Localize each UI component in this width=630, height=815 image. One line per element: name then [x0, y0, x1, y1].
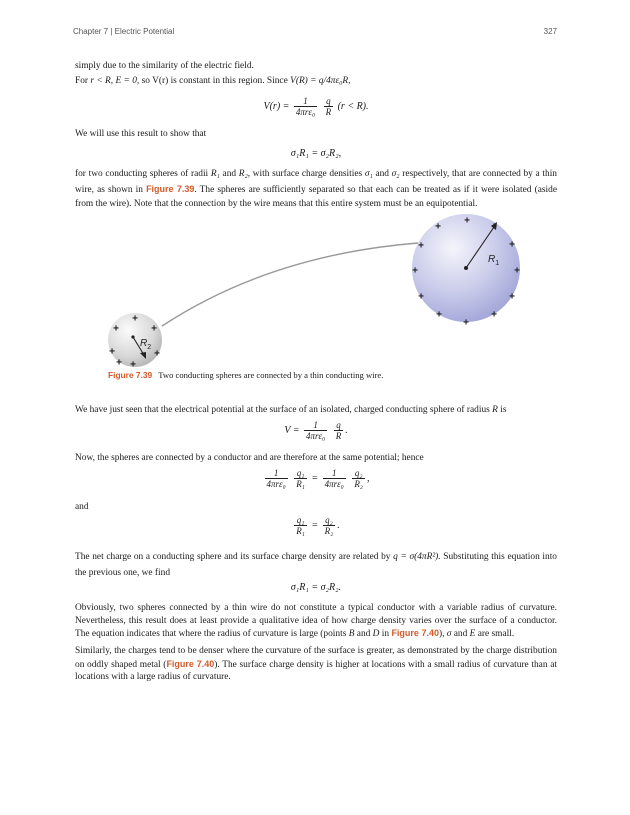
figure-caption: Figure 7.39 Two conducting spheres are connected by a thin conducting wire.	[108, 370, 384, 380]
plus-charge-sign: +	[412, 265, 418, 277]
plus-charge-sign: +	[509, 291, 515, 303]
equation-equal-potential: $\frac{1}{\text{4πrε₀}}$ $\frac{\text{q₁}}{\text{R₁}}$ = $\frac{1}{\text{4πrε₀}}$ $\frac{\text{q₂}}{\text{R₂}}$ ,	[266, 468, 370, 489]
plus-charge-sign: +	[109, 346, 115, 358]
plus-charge-sign: +	[130, 359, 136, 371]
plus-charge-sign: +	[435, 221, 441, 233]
plus-charge-sign: +	[491, 221, 497, 233]
paragraph-7: and	[75, 502, 89, 512]
figure-7-39-link[interactable]: Figure 7.39	[146, 183, 195, 194]
center-dot-small	[131, 335, 134, 338]
paragraph-10: Similarly, the charges tend to be denser where the curvature of the surface is greater, as demonstrated by the charge distribution on oddly shaped metal (Figure 7.40). The surface charge density is higher at locations with a small radius of curvature than at locations with a large radius of curvature.	[75, 646, 557, 682]
paragraph-5: We have just seen that the electrical potential at the surface of an isolated, charged conducting sphere of radius R is	[75, 405, 507, 415]
running-header-chapter: Chapter 7 | Electric Potential	[73, 27, 175, 36]
center-dot-large	[464, 266, 468, 270]
figure-7-40-link-1[interactable]: Figure 7.40	[391, 628, 439, 638]
plus-charge-sign: +	[491, 309, 497, 321]
figure-7-40-link-2[interactable]: Figure 7.40	[166, 658, 215, 669]
page-number: 327	[543, 27, 557, 36]
plus-charge-sign: +	[116, 357, 122, 369]
plus-charge-sign: +	[436, 309, 442, 321]
paragraph-4: for two conducting spheres of radii R₁ and R₂, with surface charge densities σ₁ and σ₂ respectively, that are connected by a thin wire, as shown in Figure 7.39. The spheres are sufficiently separated so that each can be treated as if it were isolated (aside from the wire). Note that the connection by the wire means that this entire system must be an equipotential.	[75, 169, 557, 209]
equation-sigma-relation: σ₁R₁ = σ₂R₂,	[290, 148, 342, 159]
paragraph-9: Obviously, two spheres connected by a thin wire do not constitute a typical conductor with a variable radius of curvature. Nevertheless, this result does at least provide a qualitative idea of how charge density varies over the surface of a conductor. The equation indicates that where the radius of curvature is large (points B and D in Figure 7.40), σ and E are small.	[75, 603, 557, 639]
plus-charge-sign: +	[418, 240, 424, 252]
paragraph-3: We will use this result to show that	[75, 129, 207, 139]
paragraph-2: For r < R, E = 0, so V(r) is constant in this region. Since V(R) = q/4πε₀R,	[75, 76, 351, 86]
plus-charge-sign: +	[132, 313, 138, 325]
label-r1: $R_1$	[488, 254, 500, 267]
plus-charge-sign: +	[418, 291, 424, 303]
equation-sigma-result: σ₁R₁ = σ₂R₂.	[290, 582, 342, 593]
plus-charge-sign: +	[151, 323, 157, 335]
plus-charge-sign: +	[514, 265, 520, 277]
equation-surface-potential: V = $\frac{1}{\text{4πrε₀}}$ $\frac{q}{R}$ .	[284, 420, 348, 441]
connecting-wire	[162, 243, 418, 326]
plus-charge-sign: +	[154, 348, 160, 360]
paragraph-1: simply due to the similarity of the electric field.	[75, 61, 254, 71]
plus-charge-sign: +	[463, 317, 469, 329]
plus-charge-sign: +	[464, 215, 470, 227]
paragraph-8: The net charge on a conducting sphere and its surface charge density are related by q = σ(4πR²). Substituting this equation into the previous one, we find	[75, 552, 557, 578]
equation-charge-ratio: $\frac{\text{q₁}}{\text{R₁}}$ = $\frac{\text{q₂}}{\text{R₂}}$ .	[296, 515, 340, 536]
label-r2: $R_2$	[140, 338, 152, 351]
paragraph-6: Now, the spheres are connected by a conductor and are therefore at the same potential; hence	[75, 453, 424, 463]
plus-charge-sign: +	[113, 323, 119, 335]
equation-potential-inside: V(r) = $\frac{1}{\text{4πrε₀}}$ $\frac{q}{R}$ (r < R).	[263, 96, 369, 117]
plus-charge-sign: +	[509, 239, 515, 251]
